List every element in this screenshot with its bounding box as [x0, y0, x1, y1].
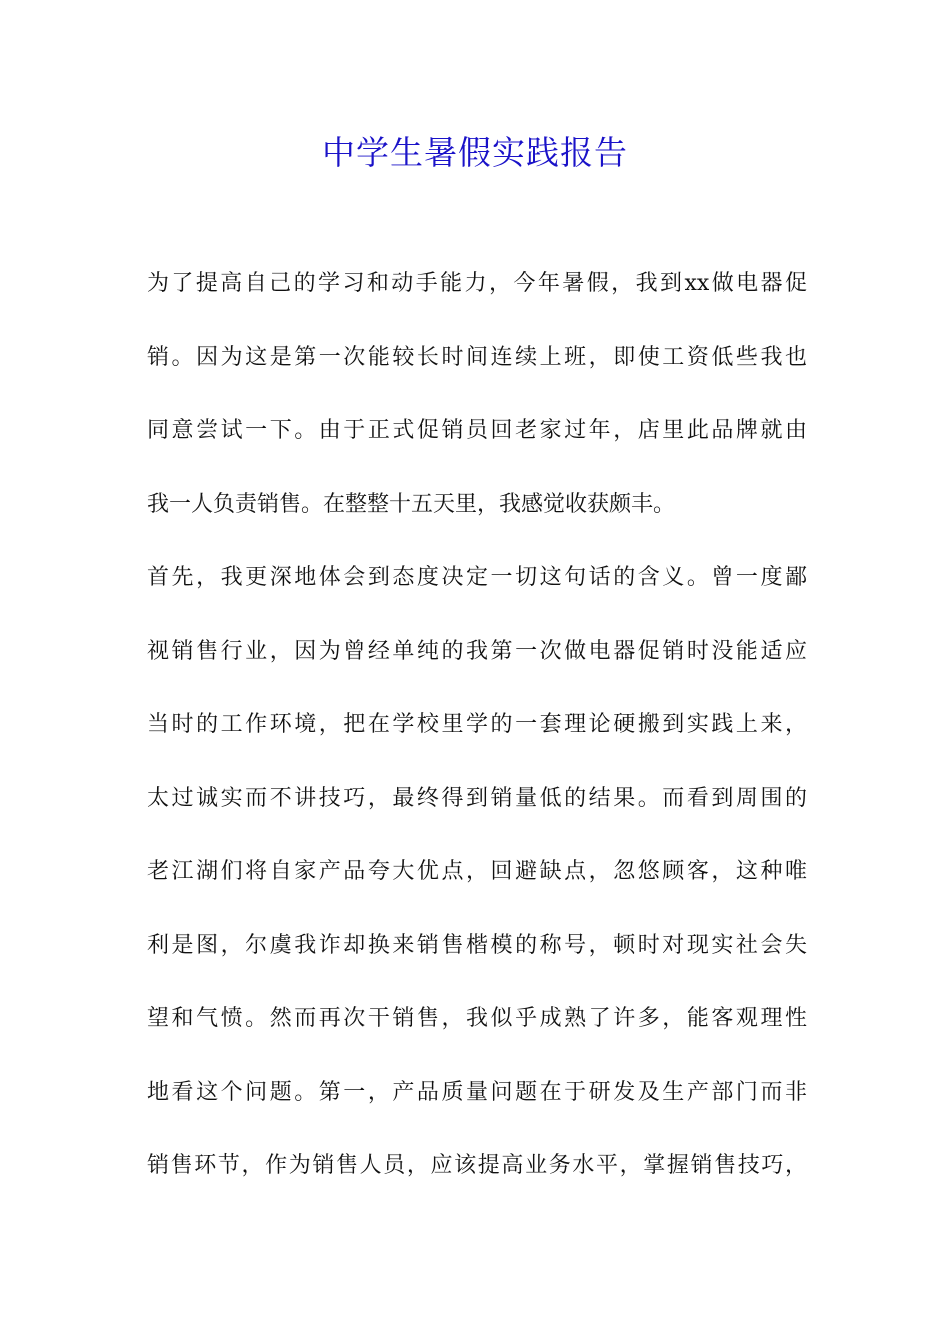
paragraph-line: 同意尝试一下。由于正式促销员回老家过年，店里此品牌就由 — [147, 418, 807, 443]
paragraph-line: 销。因为这是第一次能较长时间连续上班，即使工资低些我也 — [147, 344, 807, 370]
paragraph-line: 地看这个问题。第一，产品质量问题在于研发及生产部门而非 — [147, 1079, 807, 1105]
paragraph-line: 视销售行业，因为曾经单纯的我第一次做电器促销时没能适应 — [147, 638, 807, 664]
paragraph-line: 销售环节，作为销售人员，应该提高业务水平，掌握销售技巧， — [147, 1153, 807, 1178]
paragraph-line: 老江湖们将自家产品夸大优点，回避缺点，忽悠顾客，这种唯 — [147, 859, 807, 884]
paragraph-line: 利是图，尔虞我诈却换来销售楷模的称号，顿时对现实社会失 — [147, 932, 807, 958]
paragraph-line: 为了提高自己的学习和动手能力，今年暑假，我到xx做电器促 — [147, 271, 807, 296]
paragraph-line: 太过诚实而不讲技巧，最终得到销量低的结果。而看到周围的 — [147, 785, 807, 811]
paragraph-line: 望和气愤。然而再次干销售，我似乎成熟了许多，能客观理性 — [147, 1006, 807, 1031]
paragraph-line: 我一人负责销售。在整整十五天里，我感觉收获颇丰。 — [147, 491, 676, 517]
document-body — [147, 262, 807, 1218]
document-title: 中学生暑假实践报告 — [322, 133, 628, 172]
paragraph-line: 当时的工作环境，把在学校里学的一套理论硬搬到实践上来， — [147, 712, 807, 737]
paragraph-line: 首先，我更深地体会到态度决定一切这句话的含义。曾一度鄙 — [147, 565, 807, 590]
